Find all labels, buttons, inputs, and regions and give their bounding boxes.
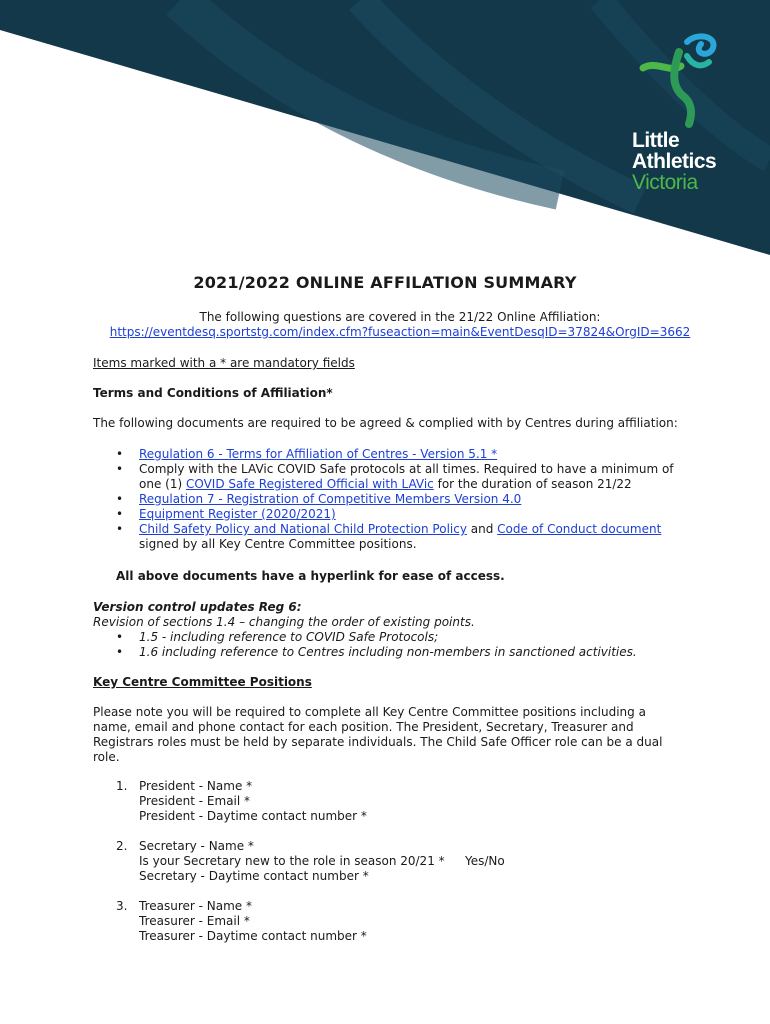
committee-para-4: role.	[93, 750, 120, 764]
terms-heading: Terms and Conditions of Affiliation*	[93, 386, 333, 400]
terms-lead: The following documents are required to be agreed & complied with by Centres during affiliation:	[93, 416, 678, 430]
bullet: •	[116, 507, 124, 521]
mandatory-note: Items marked with a * are mandatory fields	[93, 356, 355, 370]
president-email: President - Email *	[139, 794, 251, 808]
version-bullet-2: 1.6 including reference to Centres including non-members in sanctioned activities.	[139, 645, 637, 659]
signed-by-text: signed by all Key Centre Committee positions.	[139, 537, 417, 551]
regulation-6-link[interactable]: Regulation 6 - Terms for Affiliation of Centres - Version 5.1 *	[139, 447, 498, 461]
brand-victoria: Victoria	[632, 171, 698, 194]
code-of-conduct-link[interactable]: Code of Conduct document	[497, 522, 662, 536]
president-phone: President - Daytime contact number *	[139, 809, 367, 823]
covid-pre-text: one (1)	[139, 477, 186, 491]
committee-para-2: name, email and phone contact for each position. The President, Secretary, Treasurer and	[93, 720, 634, 734]
item-number: 1.	[116, 779, 128, 793]
brand-athletics: Athletics	[632, 150, 717, 173]
covid-official-line	[139, 477, 632, 492]
brand-little: Little	[632, 129, 680, 152]
treasurer-phone: Treasurer - Daytime contact number *	[139, 929, 367, 943]
child-safety-line	[139, 522, 661, 537]
hyperlink-note: All above documents have a hyperlink for ease of access.	[116, 569, 505, 583]
bullet: •	[116, 447, 124, 461]
committee-para-3: Registrars roles must be held by separate individuals. The Child Safe Officer role can be a dual	[93, 735, 663, 749]
version-bullet-1: 1.5 - including reference to COVID Safe Protocols;	[139, 630, 439, 644]
treasurer-name: Treasurer - Name *	[139, 899, 252, 913]
treasurer-email: Treasurer - Email *	[139, 914, 250, 928]
committee-para-1: Please note you will be required to complete all Key Centre Committee positions including a	[93, 705, 646, 719]
equipment-register-link[interactable]: Equipment Register (2020/2021)	[139, 507, 336, 521]
president-name: President - Name *	[139, 779, 253, 793]
bullet: •	[116, 492, 124, 506]
covid-post-text: for the duration of season 21/22	[433, 477, 632, 491]
regulation-7-link[interactable]: Regulation 7 - Registration of Competitive Members Version 4.0	[139, 492, 522, 506]
covid-protocol-text: Comply with the LAVic COVID Safe protocols at all times. Required to have a minimum of	[139, 462, 674, 476]
bullet: •	[116, 522, 124, 536]
secretary-yes-no: Yes/No	[465, 854, 505, 868]
affiliation-url-link[interactable]: https://eventdesq.sportstg.com/index.cfm?fuseaction=main&EventDesqID=37824&OrgID=3662	[109, 325, 691, 339]
little-athletics-logo-icon	[620, 30, 750, 130]
covid-official-link[interactable]: COVID Safe Registered Official with LAVic	[185, 477, 434, 491]
item-number: 3.	[116, 899, 128, 913]
bullet: •	[116, 645, 124, 659]
item-number: 2.	[116, 839, 128, 853]
secretary-name: Secretary - Name *	[139, 839, 254, 853]
version-heading: Version control updates Reg 6:	[93, 600, 302, 614]
bullet: •	[116, 630, 124, 644]
version-line: Revision of sections 1.4 – changing the order of existing points.	[93, 615, 475, 629]
committee-heading: Key Centre Committee Positions	[93, 675, 312, 689]
page-title: 2021/2022 ONLINE AFFILATION SUMMARY	[193, 273, 577, 292]
and-text: and	[466, 522, 498, 536]
intro-line: The following questions are covered in the 21/22 Online Affiliation:	[199, 310, 601, 324]
bullet: •	[116, 462, 124, 476]
child-safety-policy-link[interactable]: Child Safety Policy and National Child Protection Policy	[139, 522, 467, 536]
secretary-new-question: Is your Secretary new to the role in season 20/21 *	[139, 854, 445, 868]
secretary-phone: Secretary - Daytime contact number *	[139, 869, 369, 883]
